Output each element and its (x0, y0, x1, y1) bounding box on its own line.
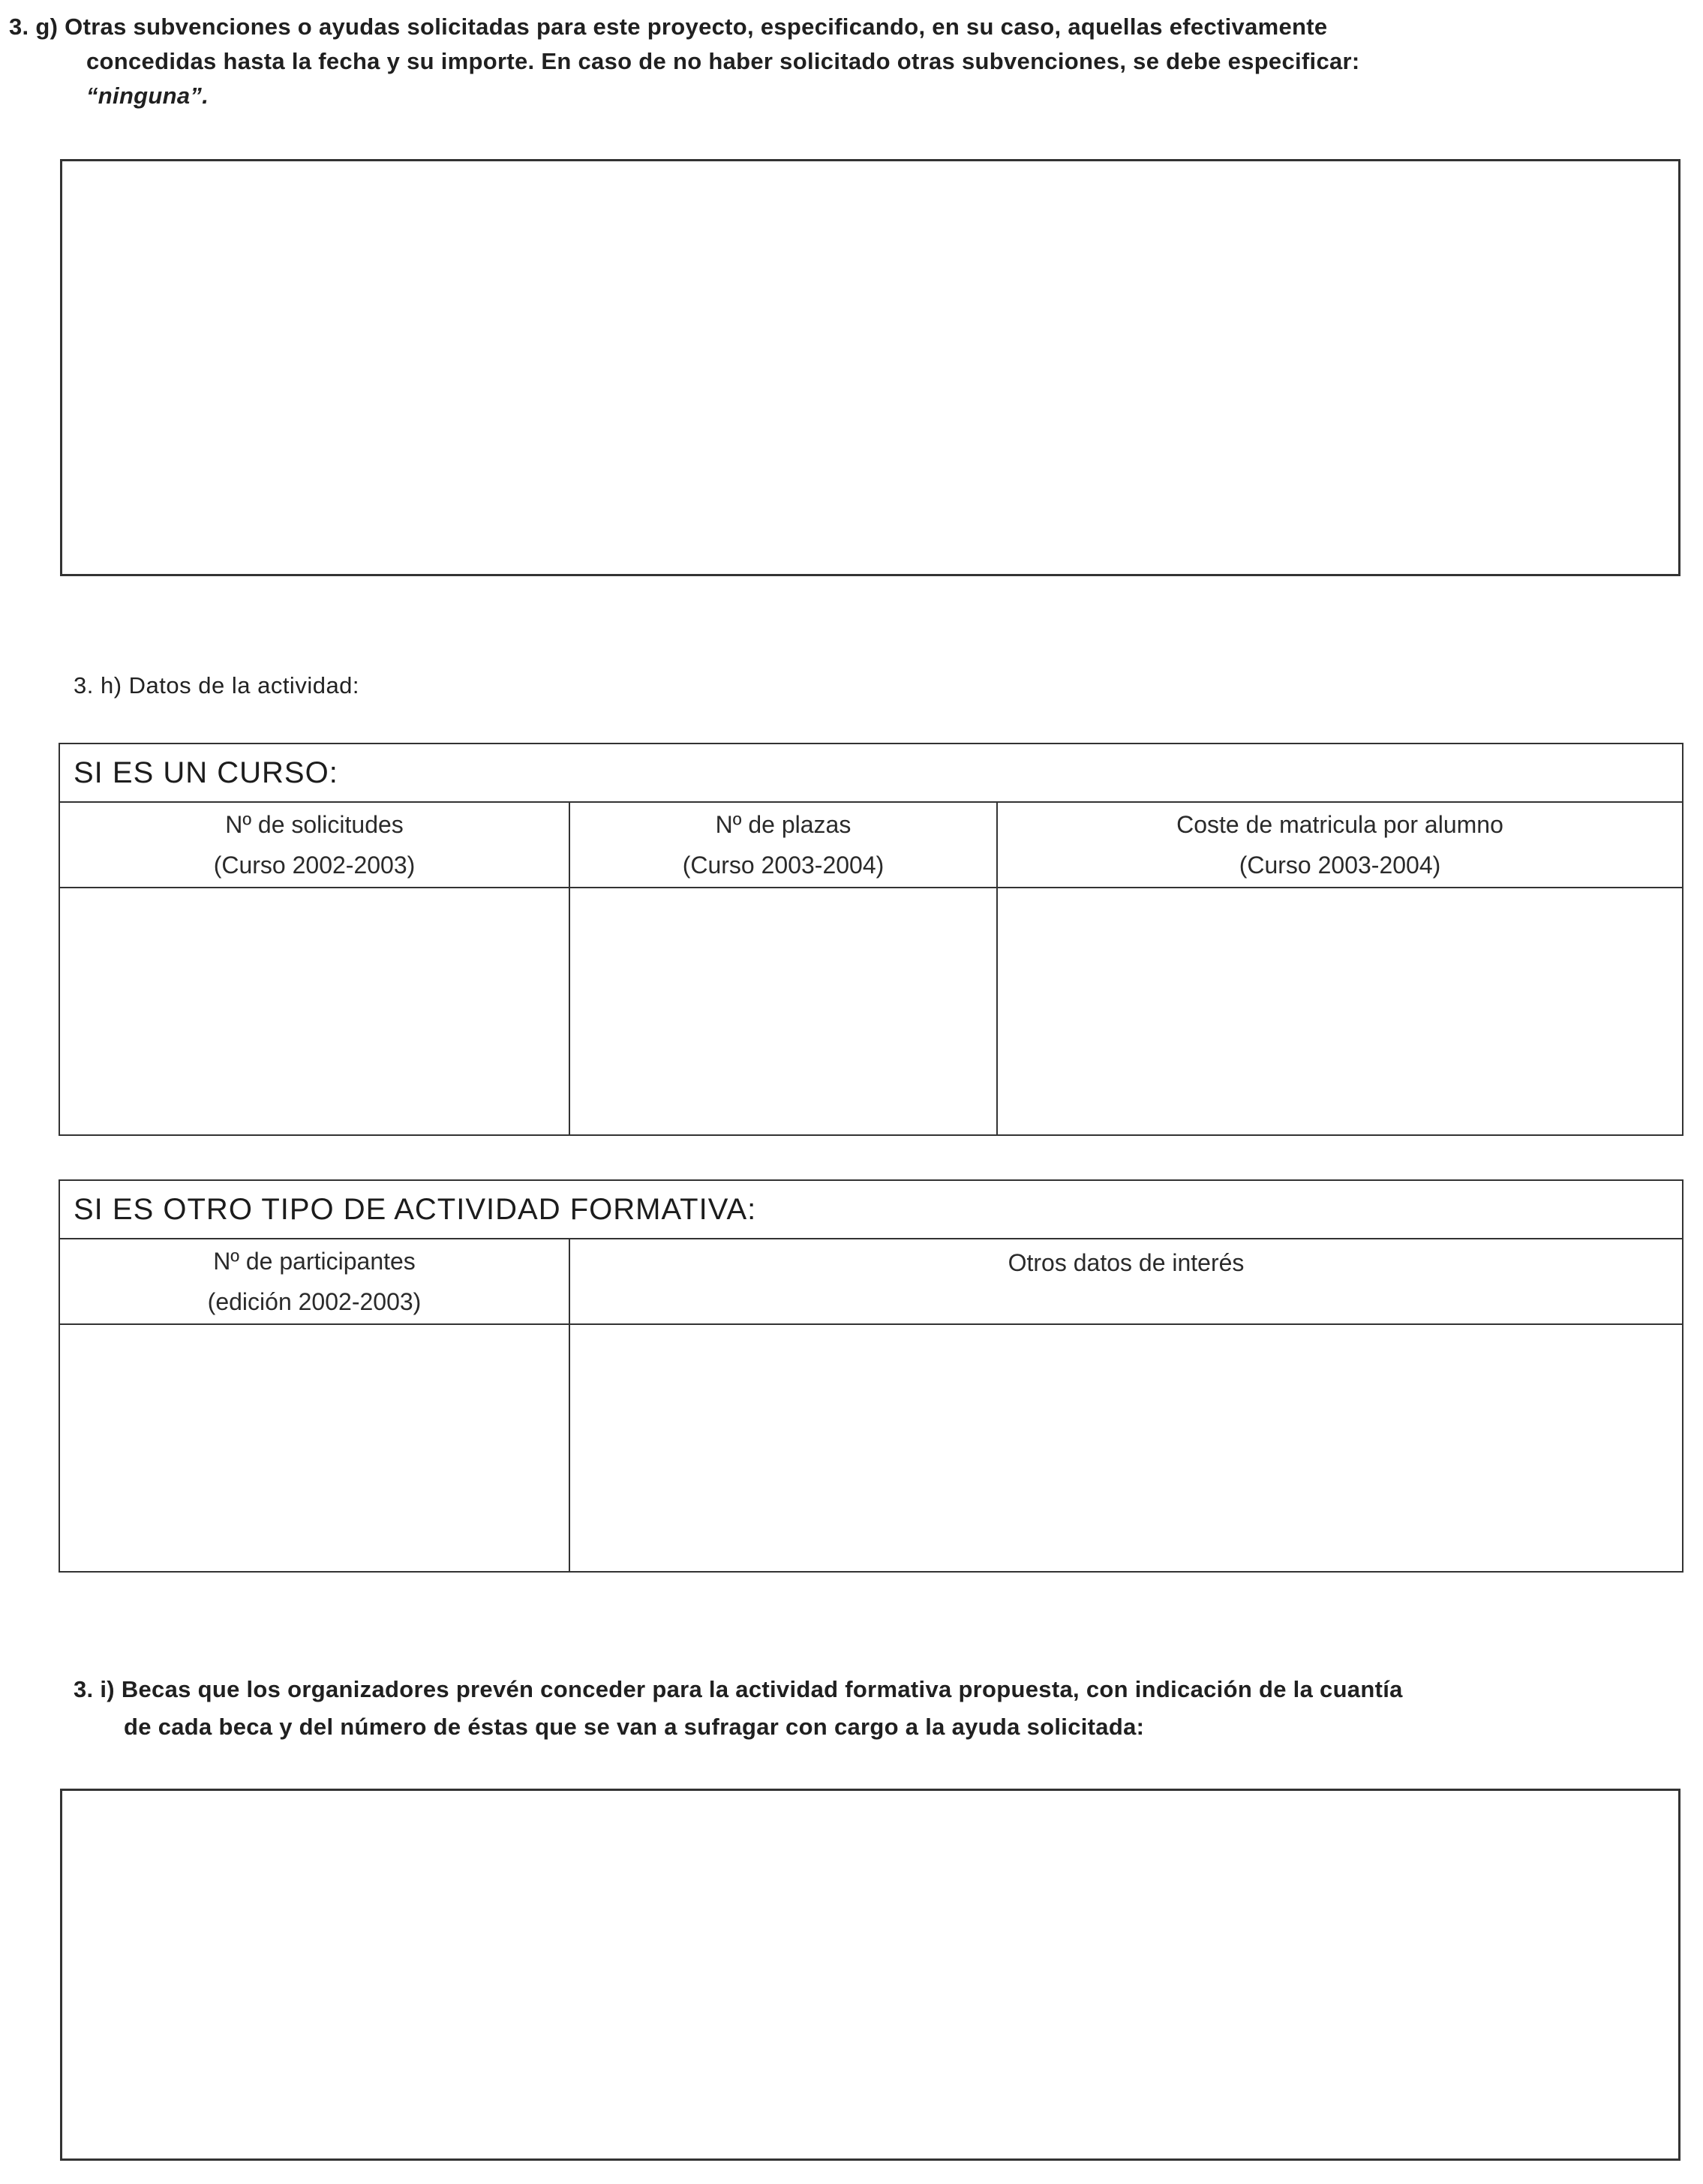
curso-col-coste-sublabel: (Curso 2003-2004) (1239, 852, 1441, 879)
curso-col-plazas-sublabel: (Curso 2003-2004) (682, 852, 885, 879)
otro-col-participantes-sublabel: (edición 2002-2003) (207, 1288, 422, 1315)
curso-col-solicitudes-header (59, 802, 569, 888)
otro-col-datos-label: Otros datos de interés (1008, 1249, 1245, 1276)
otro-col-participantes-header (59, 1239, 569, 1324)
curso-coste-field[interactable] (997, 888, 1683, 1135)
otro-datos-field[interactable] (569, 1324, 1683, 1572)
otro-table (59, 1179, 1683, 1573)
section-g-text (9, 11, 1682, 44)
section-i-line2: de cada beca y del número de éstas que se van a sufragar con cargo a la ayuda solicitada: (124, 1714, 1145, 1740)
section-g-line1: Otras subvenciones o ayudas solicitadas para este proyecto, especificando, en su caso, aquellas efectivamente (65, 14, 1328, 40)
curso-table (59, 743, 1683, 1136)
section-i-continuation (124, 1711, 1684, 1744)
section-i-number: 3. i) (74, 1676, 115, 1702)
curso-col-plazas-header (569, 802, 997, 888)
section-g-emphasis: “ninguna”. (86, 83, 209, 109)
curso-col-plazas-label: Nº de plazas (715, 811, 852, 838)
otro-participantes-field[interactable] (59, 1324, 569, 1572)
section-h-label: 3. h) Datos de la actividad: (74, 672, 360, 698)
curso-plazas-field[interactable] (569, 888, 997, 1135)
section-i-line1: Becas que los organizadores prevén conceder para la actividad formativa propuesta, con indicación de la cuantía (121, 1676, 1403, 1702)
curso-solicitudes-field[interactable] (59, 888, 569, 1135)
section-i-answer-box[interactable] (60, 1789, 1680, 2161)
section-g-answer-box[interactable] (60, 159, 1680, 576)
curso-col-solicitudes-label: Nº de solicitudes (225, 811, 404, 838)
section-g-line2: concedidas hasta la fecha y su importe. En caso de no haber solicitado otras subvenciones, se debe especificar: (86, 48, 1360, 74)
otro-table-title: SI ES OTRO TIPO DE ACTIVIDAD FORMATIVA: (59, 1180, 1683, 1239)
curso-col-coste-header (997, 802, 1683, 888)
curso-col-solicitudes-sublabel: (Curso 2002-2003) (213, 852, 416, 879)
otro-col-datos-header (569, 1239, 1683, 1324)
section-g-continuation (86, 45, 1684, 113)
section-g-number: 3. g) (9, 14, 59, 40)
curso-col-coste-label: Coste de matricula por alumno (1176, 811, 1503, 838)
otro-col-participantes-label: Nº de participantes (213, 1248, 416, 1275)
section-i-text (74, 1673, 1694, 1706)
curso-table-title: SI ES UN CURSO: (59, 744, 1683, 802)
